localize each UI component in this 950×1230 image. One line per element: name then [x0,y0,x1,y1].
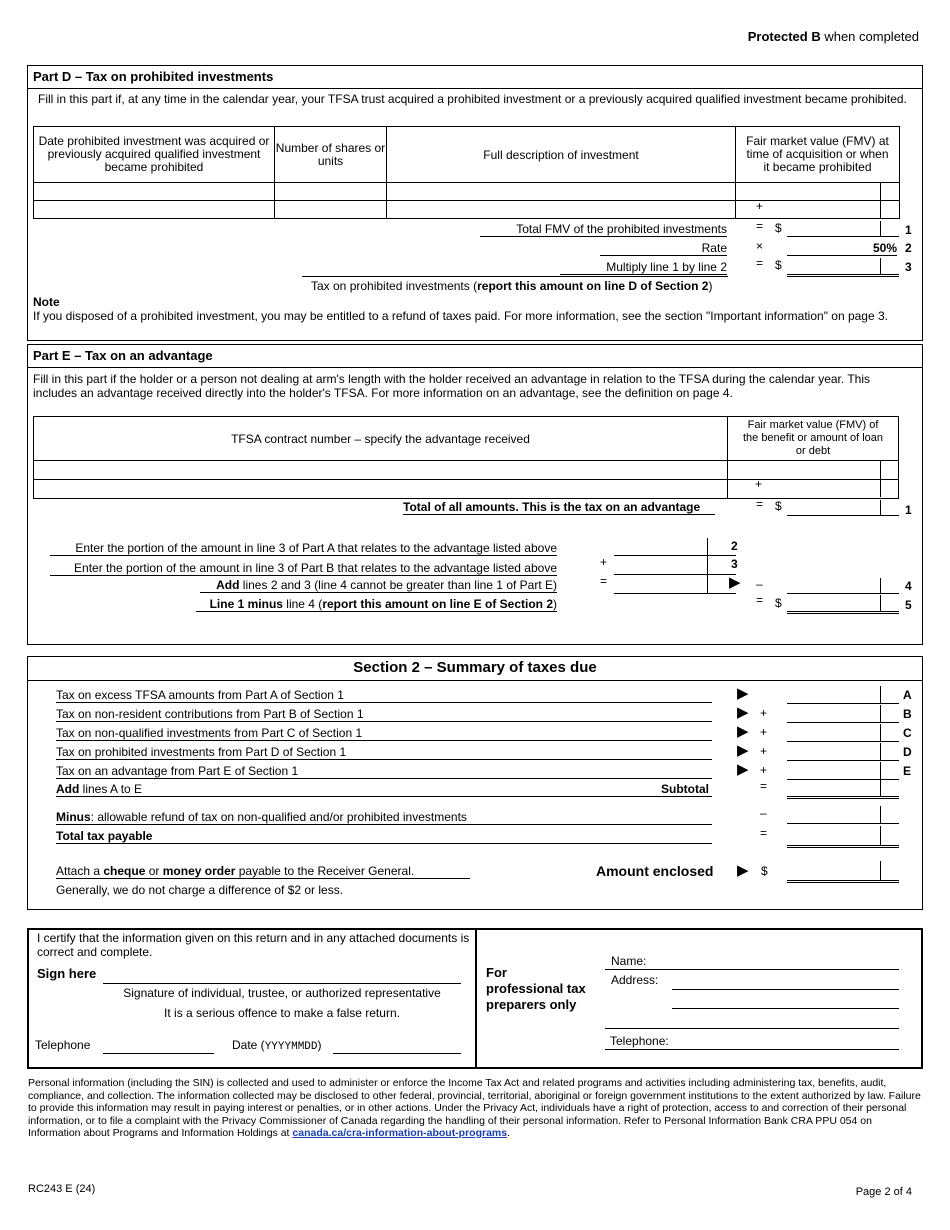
telephone-label: Telephone [35,1038,91,1052]
signature-field[interactable] [103,968,461,984]
table-cell-input[interactable] [736,183,900,201]
total-tax-payable-label: Total tax payable [56,829,712,844]
arrow-right-icon: ▶ [737,862,749,879]
summary-line-label: Tax on non-qualified investments from Part C of Section 1 [56,726,712,741]
col-date-header: Date prohibited investment was acquired or previously acquired qualified investment became prohibited [34,127,275,183]
line2-label: Rate [600,241,727,256]
prohibited-tax-field[interactable] [787,258,899,277]
arrow-right-icon: ▶ [737,704,749,721]
part-d-title: Part D – Tax on prohibited investments [33,69,274,84]
preparer-address-label: Address: [611,973,659,987]
line3-label: Multiply line 1 by line 2 [560,260,727,275]
amount-enclosed-field[interactable] [787,861,899,883]
part-e-line4-subfield[interactable] [614,578,736,594]
signature-caption: Signature of individual, trustee, or authorized representative [123,986,441,1000]
refund-field[interactable] [787,806,899,824]
summary-line-amount-field[interactable] [787,743,899,761]
summary-line-operator: + [760,763,768,777]
col-fmv-benefit-header: Fair market value (FMV) of the benefit or amount of loan or debt [728,417,899,461]
prohibited-tax-label: Tax on prohibited investments (report this amount on line D of Section 2) [311,279,713,293]
table-cell-input[interactable] [387,201,736,219]
difference-note: Generally, we do not charge a difference of $2 or less. [56,883,344,897]
arrow-right-icon: ▶ [729,574,741,591]
note-text: If you disposed of a prohibited investment, you may be entitled to a refund of taxes paid. For more information, see the section "Important information" on page 3. [33,309,888,323]
summary-line-operator: + [760,725,768,739]
summary-line-amount-field[interactable] [787,686,899,704]
preparer-address-field-1[interactable] [672,974,899,990]
table-cell-input[interactable] [34,183,275,201]
part-e-line2-label: Enter the portion of the amount in line 3 of Part A that relates to the advantage listed above [50,541,557,556]
arrow-right-icon: ▶ [737,723,749,740]
date-field[interactable] [333,1038,461,1054]
table-cell-input[interactable] [34,201,275,219]
summary-line-letter: E [903,764,912,778]
summary-line-label: Tax on prohibited investments from Part D of Section 1 [56,745,712,760]
col-shares-header: Number of shares or units [275,127,387,183]
refund-label: Minus: allowable refund of tax on non-qualified and/or prohibited investments [56,810,712,825]
summary-line-letter: B [903,707,912,721]
preparer-address-field-2[interactable] [672,993,899,1009]
summary-line-amount-field[interactable] [787,724,899,742]
part-e-line4-label: Add lines 2 and 3 (line 4 cannot be greater than line 1 of Part E) [200,578,557,593]
part-e-line5-field[interactable] [787,595,899,614]
line1-label: Total FMV of the prohibited investments [480,222,727,237]
preparer-telephone-field[interactable] [605,1033,899,1050]
part-d-intro: Fill in this part if, at any time in the calendar year, your TFSA trust acquired a prohibited investment or a previously acquired qualified investment became prohibited. [38,92,907,106]
summary-line-label: Tax on an advantage from Part E of Section 1 [56,764,712,779]
section2-title: Section 2 – Summary of taxes due [353,659,597,676]
summary-line-label: Tax on non-resident contributions from Part B of Section 1 [56,707,712,722]
part-e-line2-field[interactable] [614,540,736,556]
table-cell-input[interactable] [275,201,387,219]
part-e-line5-label: Line 1 minus line 4 (report this amount on line E of Section 2) [196,597,557,612]
page-number: Page 2 of 4 [855,1186,912,1198]
fmv-row-amount[interactable] [787,203,899,219]
table-cell-input[interactable] [387,183,736,201]
preparer-name-field[interactable] [605,954,899,970]
protected-b-header: Protected B when completed [747,29,919,44]
advantage-total-field[interactable] [787,500,899,516]
preparer-title: For professional tax preparers only [486,965,586,1012]
part-e-line3-label: Enter the portion of the amount in line 3 of Part B that relates to the advantage listed above [50,561,557,576]
false-return-warning: It is a serious offence to make a false return. [164,1006,400,1020]
part-e-line3-field[interactable] [614,559,736,575]
preparer-name-label: Name: [611,954,647,968]
summary-line-amount-field[interactable] [787,762,899,780]
col-contract-header: TFSA contract number – specify the advantage received [34,417,728,461]
arrow-right-icon: ▶ [737,761,749,778]
prohibited-investments-table [33,126,900,219]
part-e-line4-field[interactable] [787,578,899,594]
subtotal-field[interactable] [787,779,899,799]
summary-line-operator: + [760,744,768,758]
advantage-table [33,416,899,499]
certify-statement: I certify that the information given on this return and in any attached documents is correct and complete. [37,931,470,959]
col-description-header: Full description of investment [387,127,736,183]
table-cell-input[interactable] [275,183,387,201]
summary-line-amount-field[interactable] [787,705,899,723]
summary-line-letter: D [903,745,912,759]
arrow-right-icon: ▶ [737,685,749,702]
privacy-statement: Personal information (including the SIN) is collected and used to administer or enforce the Income Tax Act and related programs and activities including administering tax, benefits, audit, compliance, and collection. The information collected may be disclosed to other federal, provincial, territorial, aboriginal or foreign government institutions to the extent authorized by law. Failure to provide this information may result in paying interest or penalties, or in other actions. Under the Privacy Act, individuals have a right of protection, access to and correction of their personal information, or to file a complaint with the Privacy Commissioner of Canada regarding the handling of their personal information. Refer to Personal Information Bank CRA PPU 054 on Information about Programs and Information Holdings at canada.ca/cra-information-about-programs. [28,1077,921,1139]
subtotal-label: Add lines A to E Subtotal [56,782,712,797]
preparer-address-field-3[interactable] [605,1013,899,1029]
plus-sign: + [756,199,764,213]
summary-line-label: Tax on excess TFSA amounts from Part A of Section 1 [56,688,712,703]
table-cell-input[interactable] [728,480,899,499]
date-label: Date (YYYYMMDD) [232,1038,322,1053]
cra-programs-link[interactable]: canada.ca/cra-information-about-programs [292,1127,508,1139]
advantage-total-label: Total of all amounts. This is the tax on an advantage [403,500,715,515]
table-cell-input[interactable] [34,461,728,480]
total-fmv-field[interactable] [787,221,899,237]
telephone-field[interactable] [103,1038,214,1054]
summary-line-letter: C [903,726,912,740]
table-cell-input[interactable] [728,461,899,480]
arrow-right-icon: ▶ [737,742,749,759]
rate-value: 50% [787,241,897,256]
attach-cheque-text: Attach a cheque or money order payable to the Receiver General. [56,864,470,879]
part-e-title: Part E – Tax on an advantage [33,348,213,363]
sign-here-label: Sign here [37,966,97,981]
form-identifier: RC243 E (24) [28,1183,96,1195]
summary-line-letter: A [903,688,912,702]
note-title: Note [33,295,60,309]
col-fmv-header: Fair market value (FMV) at time of acquisition or when it became prohibited [736,127,900,183]
summary-line-operator: + [760,706,768,720]
total-tax-payable-field[interactable] [787,826,899,848]
amount-enclosed-label: Amount enclosed [596,863,714,879]
part-e-intro: Fill in this part if the holder or a person not dealing at arm's length with the holder received an advantage in relation to the TFSA during the calendar year. This includes an advantage received directly into the holder's TFSA. For more information on an advantage, see the definition on page 4. [33,372,871,400]
preparer-telephone-label: Telephone: [610,1034,669,1048]
table-cell-input[interactable] [34,480,728,499]
